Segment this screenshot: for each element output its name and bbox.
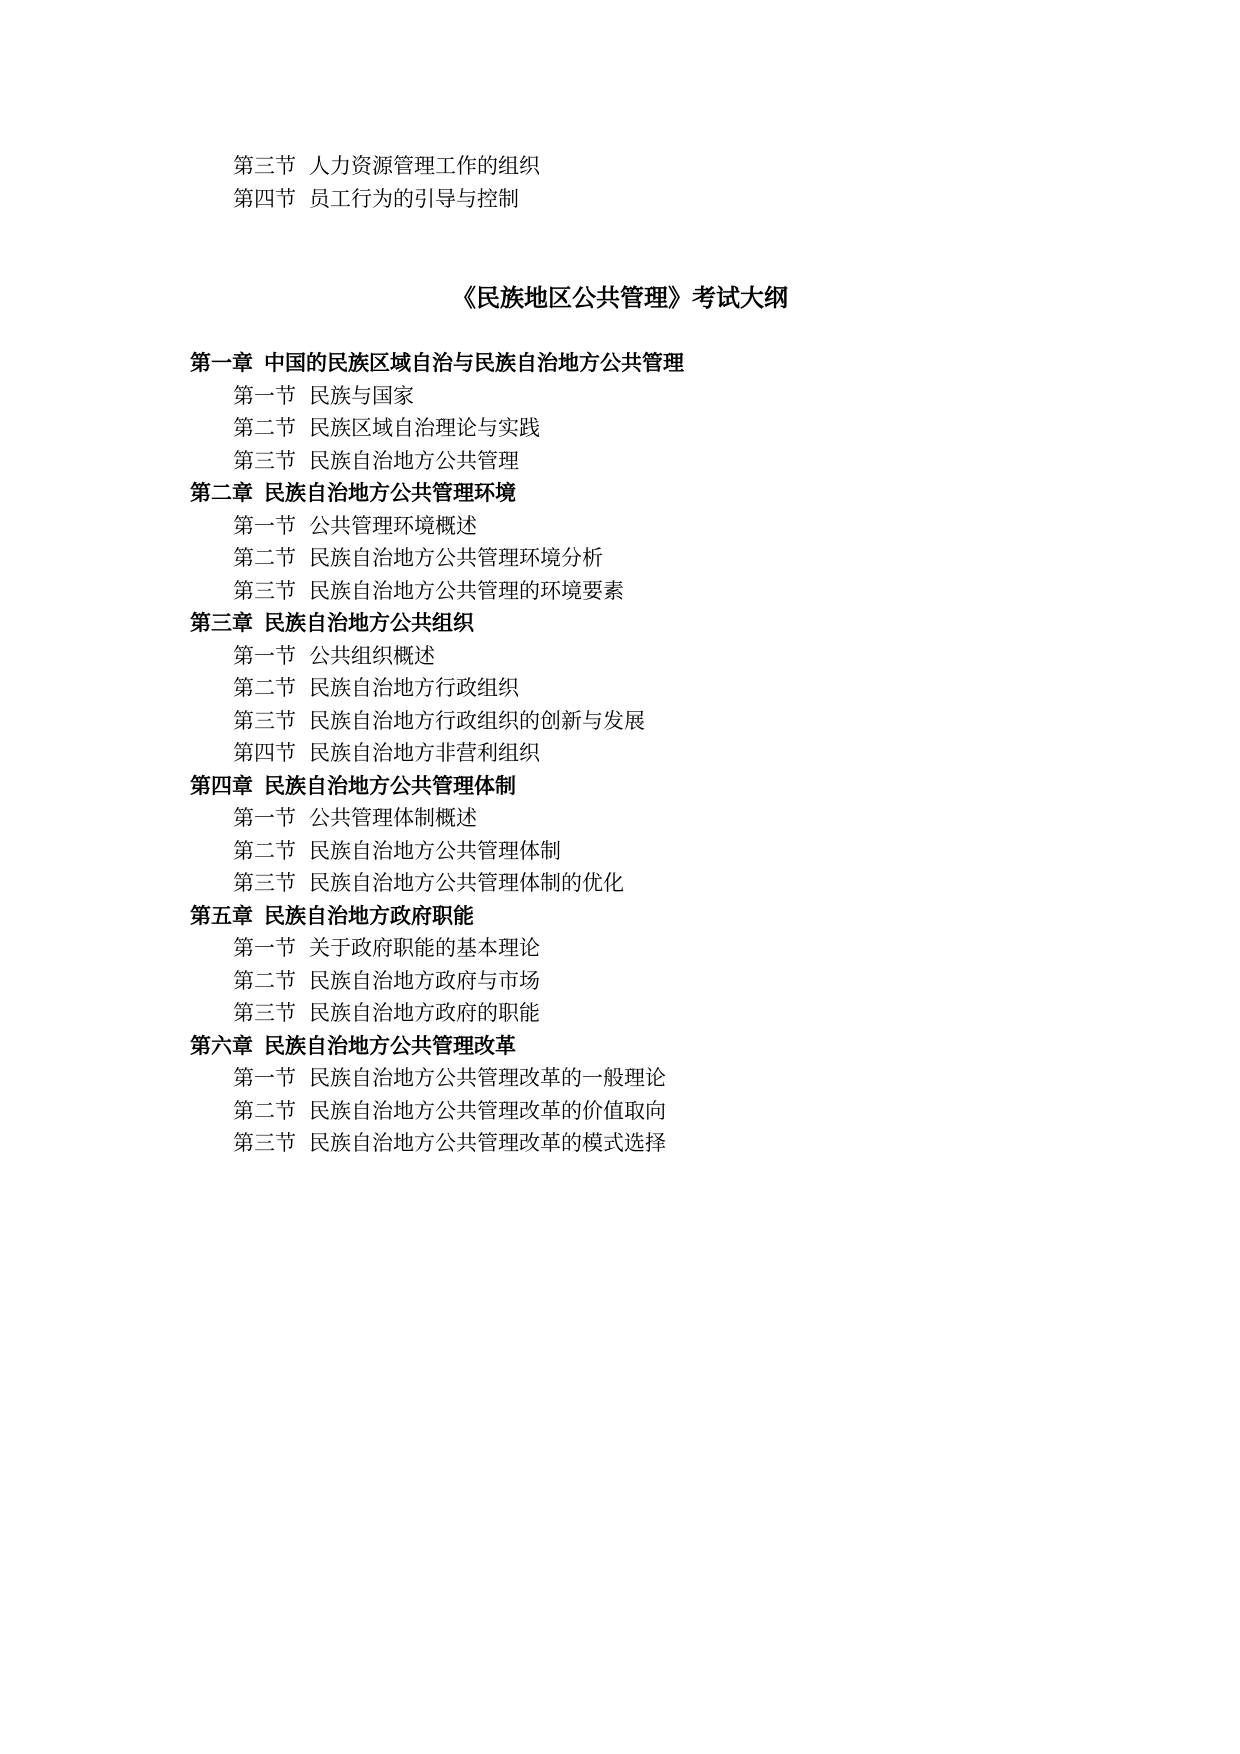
chapter-number: 第五章 <box>190 903 253 928</box>
section-title: 民族自治地方公共管理改革的一般理论 <box>309 1066 666 1090</box>
section-title: 民族区域自治理论与实践 <box>309 416 540 440</box>
section-line <box>233 445 684 478</box>
section-title: 公共组织概述 <box>309 643 435 668</box>
section-list <box>190 1062 684 1160</box>
section-title: 人力资源管理工作的组织 <box>309 154 540 178</box>
section-title: 民族自治地方公共管理的环境要素 <box>309 578 624 603</box>
previous-outline-tail <box>233 150 540 216</box>
section-title: 民族自治地方非营利组织 <box>309 741 540 765</box>
section-number: 第二节 <box>233 838 296 863</box>
section-number: 第三节 <box>233 578 296 603</box>
section-number: 第四节 <box>233 741 296 765</box>
chapter-heading <box>190 607 684 640</box>
chapter-heading <box>190 900 684 933</box>
section-line <box>233 705 684 738</box>
section-number: 第三节 <box>233 1131 296 1155</box>
section-line <box>233 183 540 216</box>
section-list <box>190 380 684 478</box>
section-title: 民族自治地方公共管理体制 <box>309 838 561 863</box>
chapter-title: 民族自治地方公共管理改革 <box>264 1033 516 1058</box>
section-number: 第二节 <box>233 968 296 993</box>
section-line <box>233 672 684 705</box>
chapter-title: 民族自治地方公共管理环境 <box>264 481 516 505</box>
section-list <box>190 640 684 770</box>
section-line <box>233 380 684 413</box>
section-number: 第一节 <box>233 383 296 408</box>
section-number: 第三节 <box>233 871 296 895</box>
section-line <box>233 542 684 575</box>
section-title: 民族自治地方政府与市场 <box>309 968 540 993</box>
section-line <box>233 1095 684 1128</box>
section-number: 第一节 <box>233 643 296 668</box>
chapter-heading <box>190 347 684 380</box>
chapter-number: 第二章 <box>190 481 253 505</box>
section-title: 民族与国家 <box>309 383 414 408</box>
section-title: 民族自治地方公共管理改革的价值取向 <box>309 1098 666 1123</box>
section-number: 第四节 <box>233 187 296 211</box>
chapter <box>190 900 684 1030</box>
section-number: 第三节 <box>233 1001 296 1025</box>
section-line <box>233 997 684 1030</box>
chapter-number: 第六章 <box>190 1033 253 1058</box>
section-line <box>233 150 540 183</box>
section-title: 关于政府职能的基本理论 <box>309 936 540 960</box>
section-title: 公共管理环境概述 <box>309 513 477 538</box>
chapter <box>190 1030 684 1160</box>
chapter-number: 第三章 <box>190 611 253 635</box>
chapter <box>190 347 684 477</box>
section-number: 第二节 <box>233 1098 296 1123</box>
chapter <box>190 770 684 900</box>
section-title: 民族自治地方公共管理 <box>309 448 519 473</box>
chapter-number: 第四章 <box>190 773 253 798</box>
chapter <box>190 607 684 770</box>
section-line <box>233 737 684 770</box>
exam-outline <box>190 347 684 1160</box>
section-line <box>233 965 684 998</box>
section-number: 第一节 <box>233 1066 296 1090</box>
chapter-title: 民族自治地方公共组织 <box>264 611 474 635</box>
chapter-title: 中国的民族区域自治与民族自治地方公共管理 <box>264 351 684 375</box>
section-number: 第一节 <box>233 936 296 960</box>
document-title: 《民族地区公共管理》考试大纲 <box>452 284 788 312</box>
section-title: 民族自治地方公共管理改革的模式选择 <box>309 1131 666 1155</box>
section-title: 民族自治地方公共管理环境分析 <box>309 546 603 570</box>
section-line <box>233 1062 684 1095</box>
section-number: 第三节 <box>233 448 296 473</box>
section-title: 民族自治地方公共管理体制的优化 <box>309 871 624 895</box>
chapter-title: 民族自治地方政府职能 <box>264 903 474 928</box>
section-title: 员工行为的引导与控制 <box>309 187 519 211</box>
section-line <box>233 802 684 835</box>
section-line <box>233 640 684 673</box>
chapter-number: 第一章 <box>190 351 253 375</box>
chapter <box>190 477 684 607</box>
section-line <box>233 932 684 965</box>
section-line <box>233 412 684 445</box>
section-number: 第二节 <box>233 416 296 440</box>
section-line <box>233 867 684 900</box>
section-number: 第一节 <box>233 513 296 538</box>
section-number: 第三节 <box>233 708 296 733</box>
section-title: 民族自治地方政府的职能 <box>309 1001 540 1025</box>
section-list <box>190 802 684 900</box>
section-title: 公共管理体制概述 <box>309 806 477 830</box>
chapter-heading <box>190 1030 684 1063</box>
section-number: 第二节 <box>233 676 296 700</box>
section-number: 第三节 <box>233 154 296 178</box>
section-title: 民族自治地方行政组织 <box>309 676 519 700</box>
section-line <box>233 835 684 868</box>
section-list <box>190 510 684 608</box>
chapter-heading <box>190 477 684 510</box>
section-number: 第一节 <box>233 806 296 830</box>
section-line <box>233 510 684 543</box>
section-line <box>233 575 684 608</box>
chapter-title: 民族自治地方公共管理体制 <box>264 773 516 798</box>
chapter-heading <box>190 770 684 803</box>
section-line <box>233 1127 684 1160</box>
section-title: 民族自治地方行政组织的创新与发展 <box>309 708 645 733</box>
section-number: 第二节 <box>233 546 296 570</box>
section-list <box>190 932 684 1030</box>
